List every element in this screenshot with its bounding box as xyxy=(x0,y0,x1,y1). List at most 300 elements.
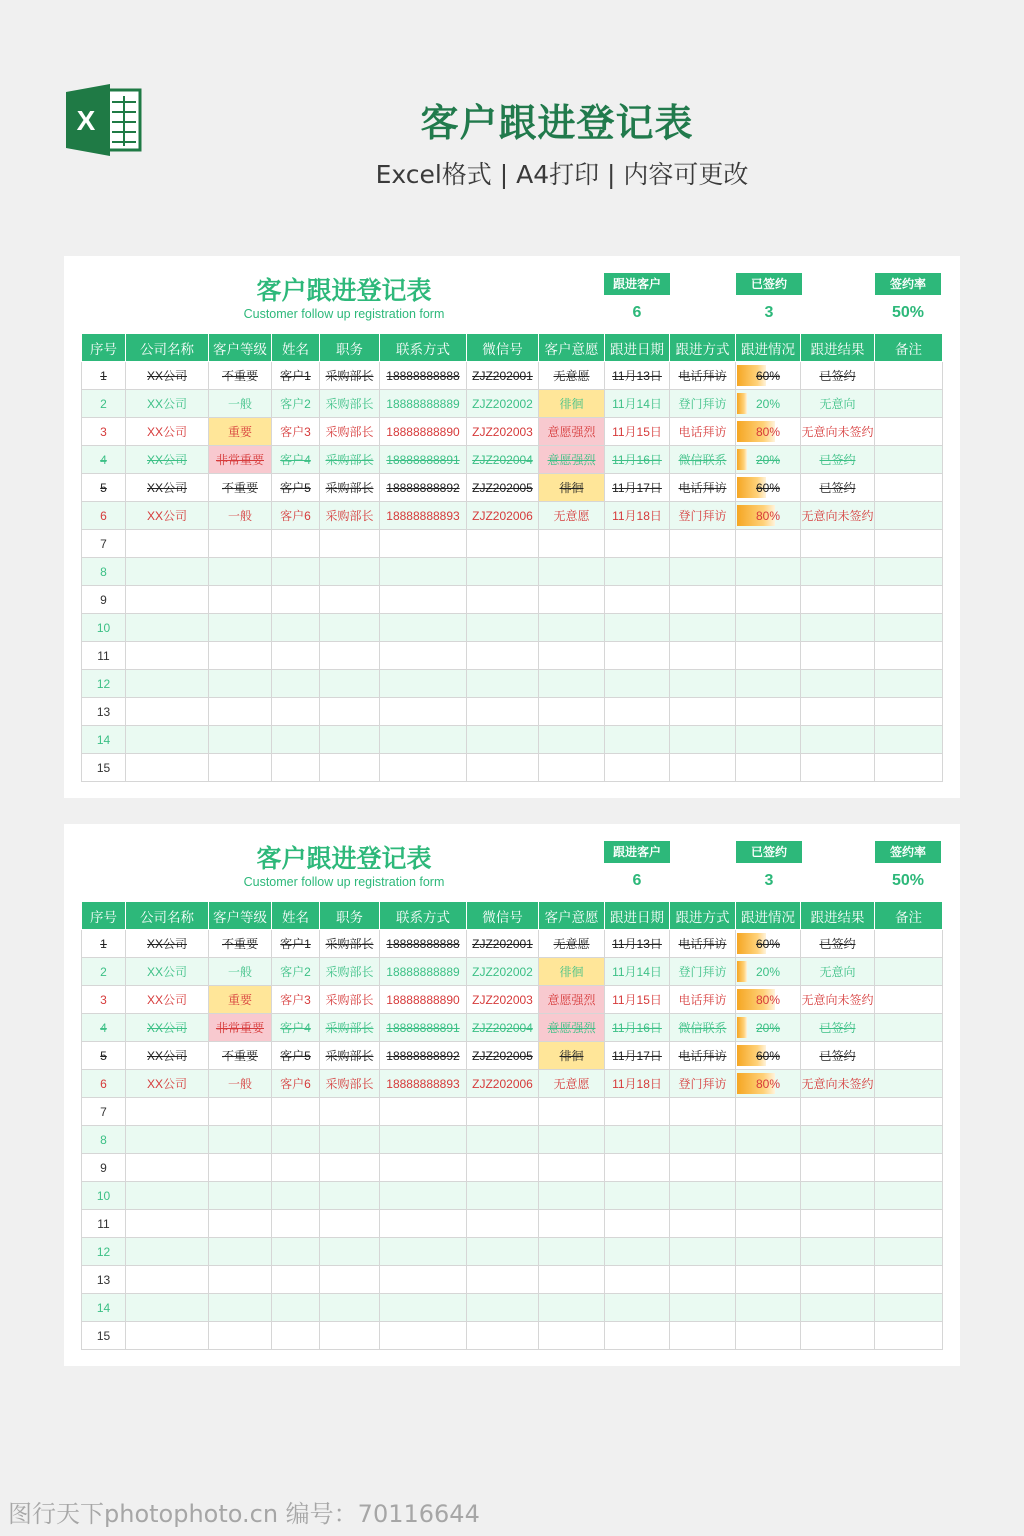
cell-name[interactable]: 客户5 xyxy=(272,474,320,502)
cell-title[interactable] xyxy=(320,1294,380,1322)
cell-phone[interactable] xyxy=(380,1126,467,1154)
cell-index[interactable]: 8 xyxy=(82,558,126,586)
cell-intent[interactable]: 无意愿 xyxy=(539,930,605,958)
cell-phone[interactable] xyxy=(380,614,467,642)
cell-phone[interactable] xyxy=(380,1210,467,1238)
cell-level[interactable] xyxy=(209,1210,272,1238)
cell-name[interactable] xyxy=(272,1182,320,1210)
cell-wechat[interactable]: ZJZ202006 xyxy=(467,1070,539,1098)
cell-title[interactable] xyxy=(320,698,380,726)
cell-progress[interactable] xyxy=(736,754,801,782)
cell-name[interactable] xyxy=(272,530,320,558)
cell-result[interactable]: 已签约 xyxy=(801,362,875,390)
cell-wechat[interactable] xyxy=(467,1322,539,1350)
cell-wechat[interactable]: ZJZ202001 xyxy=(467,930,539,958)
cell-phone[interactable] xyxy=(380,1154,467,1182)
cell-date[interactable] xyxy=(605,754,670,782)
cell-date[interactable]: 11月18日 xyxy=(605,1070,670,1098)
cell-phone[interactable]: 18888888893 xyxy=(380,1070,467,1098)
cell-name[interactable]: 客户1 xyxy=(272,362,320,390)
cell-title[interactable] xyxy=(320,1098,380,1126)
cell-result[interactable] xyxy=(801,614,875,642)
cell-name[interactable] xyxy=(272,726,320,754)
column-header-phone[interactable]: 联系方式 xyxy=(380,334,467,362)
cell-note[interactable] xyxy=(875,754,943,782)
cell-method[interactable] xyxy=(670,698,736,726)
cell-wechat[interactable] xyxy=(467,698,539,726)
cell-date[interactable] xyxy=(605,726,670,754)
cell-company[interactable] xyxy=(126,1154,209,1182)
cell-note[interactable] xyxy=(875,642,943,670)
cell-name[interactable] xyxy=(272,1098,320,1126)
cell-phone[interactable]: 18888888891 xyxy=(380,446,467,474)
cell-wechat[interactable] xyxy=(467,1154,539,1182)
table-row[interactable] xyxy=(82,1042,943,1070)
cell-phone[interactable] xyxy=(380,1294,467,1322)
cell-date[interactable]: 11月14日 xyxy=(605,390,670,418)
cell-progress[interactable] xyxy=(736,1126,801,1154)
cell-company[interactable] xyxy=(126,558,209,586)
cell-company[interactable] xyxy=(126,1238,209,1266)
cell-company[interactable] xyxy=(126,530,209,558)
table-row-empty[interactable] xyxy=(82,1238,943,1266)
cell-wechat[interactable] xyxy=(467,1182,539,1210)
cell-progress[interactable] xyxy=(736,670,801,698)
cell-progress[interactable] xyxy=(736,1294,801,1322)
cell-name[interactable] xyxy=(272,1210,320,1238)
cell-intent[interactable]: 无意愿 xyxy=(539,1070,605,1098)
cell-level[interactable] xyxy=(209,698,272,726)
cell-method[interactable]: 电话拜访 xyxy=(670,362,736,390)
cell-date[interactable]: 11月15日 xyxy=(605,986,670,1014)
cell-name[interactable] xyxy=(272,670,320,698)
column-header-method[interactable]: 跟进方式 xyxy=(670,334,736,362)
table-row-empty[interactable] xyxy=(82,1294,943,1322)
cell-index[interactable]: 3 xyxy=(82,418,126,446)
cell-date[interactable] xyxy=(605,558,670,586)
cell-company[interactable]: XX公司 xyxy=(126,1070,209,1098)
cell-progress[interactable] xyxy=(736,1182,801,1210)
cell-title[interactable] xyxy=(320,670,380,698)
cell-date[interactable] xyxy=(605,642,670,670)
cell-result[interactable] xyxy=(801,586,875,614)
cell-method[interactable] xyxy=(670,1266,736,1294)
table-row[interactable] xyxy=(82,474,943,502)
cell-company[interactable] xyxy=(126,1126,209,1154)
cell-title[interactable]: 采购部长 xyxy=(320,1014,380,1042)
cell-intent[interactable] xyxy=(539,1294,605,1322)
table-row-empty[interactable] xyxy=(82,754,943,782)
cell-method[interactable]: 电话拜访 xyxy=(670,474,736,502)
cell-note[interactable] xyxy=(875,1210,943,1238)
cell-result[interactable] xyxy=(801,1294,875,1322)
cell-company[interactable]: XX公司 xyxy=(126,1014,209,1042)
cell-intent[interactable] xyxy=(539,1154,605,1182)
cell-note[interactable] xyxy=(875,930,943,958)
cell-level[interactable] xyxy=(209,1322,272,1350)
cell-date[interactable] xyxy=(605,1294,670,1322)
cell-note[interactable] xyxy=(875,1182,943,1210)
cell-wechat[interactable]: ZJZ202006 xyxy=(467,502,539,530)
cell-name[interactable]: 客户3 xyxy=(272,418,320,446)
cell-method[interactable]: 电话拜访 xyxy=(670,418,736,446)
cell-progress[interactable] xyxy=(736,642,801,670)
cell-level[interactable] xyxy=(209,726,272,754)
cell-note[interactable] xyxy=(875,474,943,502)
cell-result[interactable] xyxy=(801,530,875,558)
cell-company[interactable]: XX公司 xyxy=(126,958,209,986)
cell-result[interactable]: 无意向 xyxy=(801,390,875,418)
cell-intent[interactable]: 意愿强烈 xyxy=(539,418,605,446)
cell-note[interactable] xyxy=(875,586,943,614)
cell-index[interactable]: 2 xyxy=(82,390,126,418)
table-row-empty[interactable] xyxy=(82,726,943,754)
table-row[interactable] xyxy=(82,1070,943,1098)
cell-method[interactable]: 电话拜访 xyxy=(670,986,736,1014)
cell-index[interactable]: 15 xyxy=(82,1322,126,1350)
cell-index[interactable]: 9 xyxy=(82,586,126,614)
cell-progress[interactable] xyxy=(736,474,801,502)
cell-date[interactable] xyxy=(605,1322,670,1350)
cell-company[interactable] xyxy=(126,1266,209,1294)
cell-result[interactable]: 无意向未签约 xyxy=(801,418,875,446)
cell-company[interactable] xyxy=(126,1182,209,1210)
cell-progress[interactable] xyxy=(736,698,801,726)
cell-intent[interactable]: 意愿强烈 xyxy=(539,1014,605,1042)
cell-phone[interactable]: 18888888890 xyxy=(380,986,467,1014)
cell-wechat[interactable] xyxy=(467,586,539,614)
cell-intent[interactable] xyxy=(539,698,605,726)
column-header-intent[interactable]: 客户意愿 xyxy=(539,334,605,362)
cell-note[interactable] xyxy=(875,1042,943,1070)
table-row-empty[interactable] xyxy=(82,614,943,642)
cell-intent[interactable] xyxy=(539,754,605,782)
column-header-index[interactable]: 序号 xyxy=(82,334,126,362)
cell-date[interactable] xyxy=(605,1098,670,1126)
cell-intent[interactable] xyxy=(539,1322,605,1350)
cell-progress[interactable] xyxy=(736,418,801,446)
cell-intent[interactable] xyxy=(539,1238,605,1266)
cell-method[interactable] xyxy=(670,558,736,586)
cell-title[interactable] xyxy=(320,1238,380,1266)
cell-title[interactable] xyxy=(320,1322,380,1350)
cell-title[interactable] xyxy=(320,754,380,782)
cell-index[interactable]: 6 xyxy=(82,502,126,530)
cell-date[interactable]: 11月18日 xyxy=(605,502,670,530)
table-row-empty[interactable] xyxy=(82,698,943,726)
cell-intent[interactable]: 徘徊 xyxy=(539,958,605,986)
column-header-company[interactable]: 公司名称 xyxy=(126,902,209,930)
table-row-empty[interactable] xyxy=(82,670,943,698)
cell-company[interactable]: XX公司 xyxy=(126,390,209,418)
cell-progress[interactable] xyxy=(736,1098,801,1126)
cell-note[interactable] xyxy=(875,1266,943,1294)
column-header-date[interactable]: 跟进日期 xyxy=(605,902,670,930)
cell-progress[interactable] xyxy=(736,726,801,754)
cell-name[interactable] xyxy=(272,1294,320,1322)
cell-progress[interactable] xyxy=(736,1070,801,1098)
cell-method[interactable] xyxy=(670,586,736,614)
cell-level[interactable] xyxy=(209,586,272,614)
cell-title[interactable] xyxy=(320,726,380,754)
cell-date[interactable] xyxy=(605,1154,670,1182)
table-row[interactable] xyxy=(82,1014,943,1042)
cell-name[interactable] xyxy=(272,698,320,726)
cell-progress[interactable] xyxy=(736,1014,801,1042)
cell-date[interactable]: 11月17日 xyxy=(605,1042,670,1070)
table-row-empty[interactable] xyxy=(82,1322,943,1350)
cell-level[interactable] xyxy=(209,670,272,698)
cell-note[interactable] xyxy=(875,362,943,390)
column-header-title[interactable]: 职务 xyxy=(320,902,380,930)
cell-wechat[interactable]: ZJZ202002 xyxy=(467,958,539,986)
cell-note[interactable] xyxy=(875,1154,943,1182)
cell-wechat[interactable]: ZJZ202003 xyxy=(467,418,539,446)
cell-company[interactable]: XX公司 xyxy=(126,474,209,502)
cell-result[interactable]: 已签约 xyxy=(801,1042,875,1070)
cell-title[interactable]: 采购部长 xyxy=(320,502,380,530)
cell-name[interactable] xyxy=(272,1126,320,1154)
cell-phone[interactable]: 18888888892 xyxy=(380,1042,467,1070)
cell-intent[interactable]: 徘徊 xyxy=(539,1042,605,1070)
cell-date[interactable] xyxy=(605,1266,670,1294)
cell-company[interactable] xyxy=(126,1322,209,1350)
cell-intent[interactable] xyxy=(539,530,605,558)
cell-level[interactable]: 一般 xyxy=(209,958,272,986)
cell-progress[interactable] xyxy=(736,1322,801,1350)
cell-company[interactable] xyxy=(126,1294,209,1322)
cell-name[interactable]: 客户1 xyxy=(272,930,320,958)
cell-method[interactable]: 电话拜访 xyxy=(670,1042,736,1070)
cell-name[interactable]: 客户6 xyxy=(272,1070,320,1098)
cell-title[interactable] xyxy=(320,642,380,670)
cell-company[interactable]: XX公司 xyxy=(126,446,209,474)
table-row[interactable] xyxy=(82,930,943,958)
cell-level[interactable] xyxy=(209,1154,272,1182)
cell-intent[interactable] xyxy=(539,1182,605,1210)
table-row-empty[interactable] xyxy=(82,1154,943,1182)
cell-method[interactable] xyxy=(670,642,736,670)
cell-level[interactable]: 非常重要 xyxy=(209,446,272,474)
cell-level[interactable] xyxy=(209,558,272,586)
cell-name[interactable]: 客户3 xyxy=(272,986,320,1014)
cell-note[interactable] xyxy=(875,986,943,1014)
column-header-intent[interactable]: 客户意愿 xyxy=(539,902,605,930)
cell-company[interactable] xyxy=(126,670,209,698)
cell-progress[interactable] xyxy=(736,1266,801,1294)
cell-phone[interactable]: 18888888889 xyxy=(380,390,467,418)
cell-note[interactable] xyxy=(875,390,943,418)
cell-name[interactable]: 客户6 xyxy=(272,502,320,530)
cell-index[interactable]: 15 xyxy=(82,754,126,782)
cell-method[interactable] xyxy=(670,670,736,698)
cell-index[interactable]: 4 xyxy=(82,446,126,474)
cell-date[interactable] xyxy=(605,586,670,614)
cell-intent[interactable] xyxy=(539,558,605,586)
cell-method[interactable] xyxy=(670,1210,736,1238)
cell-method[interactable] xyxy=(670,1126,736,1154)
cell-wechat[interactable] xyxy=(467,642,539,670)
cell-note[interactable] xyxy=(875,614,943,642)
cell-result[interactable] xyxy=(801,1182,875,1210)
column-header-level[interactable]: 客户等级 xyxy=(209,334,272,362)
cell-method[interactable]: 登门拜访 xyxy=(670,502,736,530)
cell-intent[interactable] xyxy=(539,1126,605,1154)
cell-name[interactable]: 客户2 xyxy=(272,958,320,986)
table-row[interactable] xyxy=(82,390,943,418)
cell-index[interactable]: 12 xyxy=(82,670,126,698)
cell-title[interactable]: 采购部长 xyxy=(320,1042,380,1070)
cell-index[interactable]: 10 xyxy=(82,1182,126,1210)
cell-phone[interactable] xyxy=(380,1322,467,1350)
cell-method[interactable] xyxy=(670,1294,736,1322)
cell-note[interactable] xyxy=(875,726,943,754)
cell-index[interactable]: 13 xyxy=(82,1266,126,1294)
cell-progress[interactable] xyxy=(736,1238,801,1266)
cell-method[interactable] xyxy=(670,1154,736,1182)
cell-method[interactable]: 登门拜访 xyxy=(670,1070,736,1098)
cell-note[interactable] xyxy=(875,670,943,698)
cell-intent[interactable] xyxy=(539,726,605,754)
cell-index[interactable]: 14 xyxy=(82,726,126,754)
cell-date[interactable]: 11月13日 xyxy=(605,362,670,390)
cell-intent[interactable]: 意愿强烈 xyxy=(539,446,605,474)
cell-date[interactable] xyxy=(605,670,670,698)
cell-index[interactable]: 13 xyxy=(82,698,126,726)
cell-date[interactable]: 11月14日 xyxy=(605,958,670,986)
cell-name[interactable] xyxy=(272,1266,320,1294)
cell-progress[interactable] xyxy=(736,986,801,1014)
cell-title[interactable]: 采购部长 xyxy=(320,390,380,418)
cell-date[interactable]: 11月16日 xyxy=(605,446,670,474)
cell-company[interactable]: XX公司 xyxy=(126,362,209,390)
cell-note[interactable] xyxy=(875,958,943,986)
cell-company[interactable]: XX公司 xyxy=(126,1042,209,1070)
cell-name[interactable] xyxy=(272,614,320,642)
cell-index[interactable]: 9 xyxy=(82,1154,126,1182)
cell-wechat[interactable]: ZJZ202005 xyxy=(467,474,539,502)
cell-wechat[interactable] xyxy=(467,1098,539,1126)
cell-result[interactable]: 无意向未签约 xyxy=(801,502,875,530)
column-header-wechat[interactable]: 微信号 xyxy=(467,334,539,362)
cell-phone[interactable] xyxy=(380,726,467,754)
cell-phone[interactable]: 18888888888 xyxy=(380,930,467,958)
cell-result[interactable] xyxy=(801,754,875,782)
cell-method[interactable] xyxy=(670,614,736,642)
cell-phone[interactable] xyxy=(380,1098,467,1126)
cell-note[interactable] xyxy=(875,1322,943,1350)
cell-index[interactable]: 12 xyxy=(82,1238,126,1266)
cell-date[interactable]: 11月15日 xyxy=(605,418,670,446)
table-row-empty[interactable] xyxy=(82,1098,943,1126)
cell-phone[interactable] xyxy=(380,642,467,670)
cell-level[interactable] xyxy=(209,530,272,558)
cell-wechat[interactable] xyxy=(467,1210,539,1238)
cell-intent[interactable]: 徘徊 xyxy=(539,474,605,502)
cell-index[interactable]: 3 xyxy=(82,986,126,1014)
cell-title[interactable] xyxy=(320,1266,380,1294)
cell-date[interactable]: 11月16日 xyxy=(605,1014,670,1042)
cell-progress[interactable] xyxy=(736,502,801,530)
cell-title[interactable]: 采购部长 xyxy=(320,1070,380,1098)
cell-wechat[interactable]: ZJZ202001 xyxy=(467,362,539,390)
cell-index[interactable]: 4 xyxy=(82,1014,126,1042)
cell-phone[interactable] xyxy=(380,670,467,698)
column-header-name[interactable]: 姓名 xyxy=(272,902,320,930)
cell-intent[interactable] xyxy=(539,642,605,670)
cell-level[interactable] xyxy=(209,614,272,642)
cell-name[interactable] xyxy=(272,1322,320,1350)
cell-phone[interactable] xyxy=(380,754,467,782)
cell-note[interactable] xyxy=(875,446,943,474)
column-header-name[interactable]: 姓名 xyxy=(272,334,320,362)
cell-wechat[interactable] xyxy=(467,1238,539,1266)
cell-index[interactable]: 10 xyxy=(82,614,126,642)
cell-date[interactable] xyxy=(605,698,670,726)
cell-level[interactable]: 一般 xyxy=(209,502,272,530)
cell-title[interactable] xyxy=(320,1182,380,1210)
cell-note[interactable] xyxy=(875,1238,943,1266)
cell-note[interactable] xyxy=(875,1098,943,1126)
cell-wechat[interactable] xyxy=(467,1294,539,1322)
cell-phone[interactable]: 18888888888 xyxy=(380,362,467,390)
cell-intent[interactable]: 无意愿 xyxy=(539,362,605,390)
column-header-title[interactable]: 职务 xyxy=(320,334,380,362)
cell-result[interactable] xyxy=(801,642,875,670)
cell-date[interactable] xyxy=(605,1126,670,1154)
cell-phone[interactable]: 18888888893 xyxy=(380,502,467,530)
cell-company[interactable] xyxy=(126,1098,209,1126)
cell-phone[interactable]: 18888888892 xyxy=(380,474,467,502)
cell-method[interactable]: 登门拜访 xyxy=(670,390,736,418)
table-row-empty[interactable] xyxy=(82,1182,943,1210)
cell-index[interactable]: 6 xyxy=(82,1070,126,1098)
cell-title[interactable] xyxy=(320,586,380,614)
cell-name[interactable] xyxy=(272,586,320,614)
cell-note[interactable] xyxy=(875,502,943,530)
cell-intent[interactable] xyxy=(539,586,605,614)
cell-method[interactable] xyxy=(670,1322,736,1350)
cell-company[interactable] xyxy=(126,614,209,642)
cell-title[interactable]: 采购部长 xyxy=(320,930,380,958)
cell-level[interactable]: 不重要 xyxy=(209,474,272,502)
cell-result[interactable] xyxy=(801,698,875,726)
cell-phone[interactable]: 18888888890 xyxy=(380,418,467,446)
cell-method[interactable]: 微信联系 xyxy=(670,446,736,474)
cell-intent[interactable]: 意愿强烈 xyxy=(539,986,605,1014)
cell-index[interactable]: 11 xyxy=(82,642,126,670)
cell-date[interactable]: 11月17日 xyxy=(605,474,670,502)
cell-title[interactable] xyxy=(320,530,380,558)
cell-title[interactable] xyxy=(320,558,380,586)
column-header-note[interactable]: 备注 xyxy=(875,902,943,930)
cell-wechat[interactable] xyxy=(467,670,539,698)
cell-wechat[interactable] xyxy=(467,530,539,558)
cell-level[interactable]: 不重要 xyxy=(209,362,272,390)
cell-intent[interactable] xyxy=(539,1098,605,1126)
table-row-empty[interactable] xyxy=(82,558,943,586)
column-header-company[interactable]: 公司名称 xyxy=(126,334,209,362)
cell-index[interactable]: 11 xyxy=(82,1210,126,1238)
cell-title[interactable] xyxy=(320,1210,380,1238)
cell-note[interactable] xyxy=(875,418,943,446)
cell-result[interactable]: 已签约 xyxy=(801,930,875,958)
cell-result[interactable] xyxy=(801,1266,875,1294)
cell-level[interactable]: 一般 xyxy=(209,1070,272,1098)
cell-progress[interactable] xyxy=(736,530,801,558)
cell-level[interactable]: 重要 xyxy=(209,418,272,446)
cell-level[interactable]: 重要 xyxy=(209,986,272,1014)
